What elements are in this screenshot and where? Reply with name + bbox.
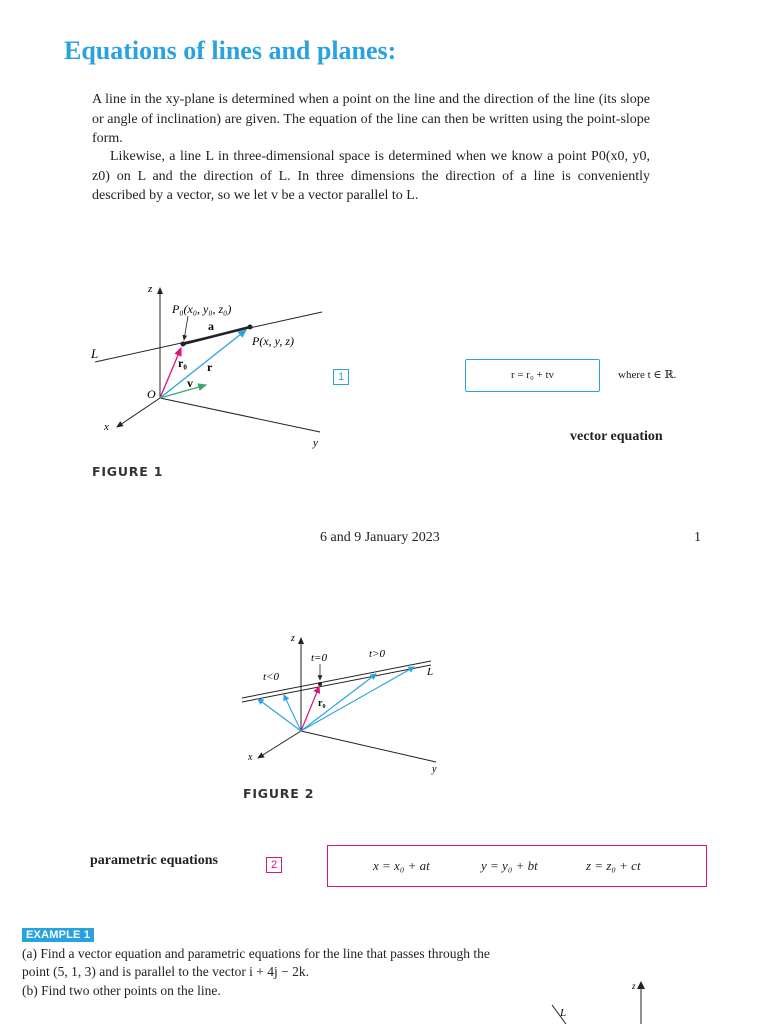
figure-3-partial-diagram bbox=[540, 975, 660, 1024]
fig1-p-label: P(x, y, z) bbox=[252, 334, 294, 348]
example-part-a-line1: (a) Find a vector equation and parametric equations for the line that passes through the bbox=[22, 946, 490, 961]
y-axis bbox=[160, 398, 320, 432]
fig2-point-r0 bbox=[318, 682, 322, 686]
parametric-eq-x: x = x₀ + at bbox=[373, 858, 430, 873]
x-axis bbox=[117, 398, 160, 427]
parametric-equations-caption: parametric equations bbox=[90, 853, 218, 868]
vector-equation-formula: r = r₀ + tv bbox=[510, 369, 555, 381]
footer-date: 6 and 9 January 2023 bbox=[320, 530, 440, 545]
figure-1-caption: FIGURE 1 bbox=[92, 464, 164, 479]
fig3-z-label: z bbox=[632, 981, 636, 991]
equation-1-number: 1 bbox=[333, 369, 349, 385]
equation-2-number: 2 bbox=[266, 857, 282, 873]
fig2-x-label: x bbox=[248, 752, 253, 763]
figure-2-diagram bbox=[236, 630, 456, 780]
fig1-r-label: r bbox=[207, 360, 213, 374]
example-part-b: (b) Find two other points on the line. bbox=[22, 983, 221, 998]
fig1-origin-label: O bbox=[147, 387, 156, 401]
fig2-tpos-label: t>0 bbox=[369, 648, 385, 660]
fig2-r0-label: r₀ bbox=[318, 698, 326, 709]
fig1-r0-label: r₀ bbox=[178, 356, 187, 370]
fig2-tneg-label: t<0 bbox=[263, 671, 279, 683]
parametric-eq-z: z = z₀ + ct bbox=[586, 858, 641, 873]
fig1-x-label: x bbox=[104, 421, 109, 433]
figure-1-diagram bbox=[80, 270, 340, 455]
fig1-line-label: L bbox=[91, 346, 99, 361]
fig3-line-label: L bbox=[560, 1007, 567, 1019]
point-p0 bbox=[181, 342, 186, 347]
fig2-vector-neg1 bbox=[258, 699, 301, 731]
fig1-a-label: a bbox=[208, 319, 214, 333]
line-definition-paragraph: Likewise, a line L in three-dimensional space is determined when we know a point P0(x0, y0, z0) on L and the direction of L. In three dimensions the direction of a line is conveniently described by a vector, so we let v be a vector parallel to L. bbox=[92, 149, 650, 203]
example-badge: EXAMPLE 1 bbox=[22, 928, 94, 942]
example-part-a-line2: point (5, 1, 3) and is parallel to the vector i + 4j − 2k. bbox=[22, 964, 310, 979]
fig2-x-axis bbox=[258, 731, 301, 758]
vector-v bbox=[160, 385, 206, 398]
fig2-t0-label: t=0 bbox=[311, 652, 327, 664]
fig2-vector-neg2 bbox=[284, 695, 301, 731]
vector-equation-box bbox=[465, 359, 600, 392]
point-p bbox=[248, 325, 253, 330]
intro-paragraph: A line in the xy-plane is determined when a point on the line and the direction of the line (its slope or angle of inclination) are given. The equation of the line can then be written using the point-slope form. bbox=[92, 92, 650, 146]
fig2-line-label: L bbox=[427, 666, 434, 678]
fig1-y-label: y bbox=[313, 437, 318, 449]
page-number: 1 bbox=[694, 530, 701, 545]
fig2-y-label: y bbox=[432, 764, 437, 775]
parametric-equations-box bbox=[327, 845, 707, 887]
fig2-z-label: z bbox=[291, 633, 295, 644]
fig1-v-label: v bbox=[187, 376, 193, 390]
fig1-p0-label: P₀(x₀, y₀, z₀) bbox=[172, 302, 232, 316]
parametric-eq-y: y = y₀ + bt bbox=[481, 858, 538, 873]
page-title: Equations of lines and planes: bbox=[64, 36, 397, 65]
fig1-z-label: z bbox=[148, 283, 153, 295]
vector-equation-condition: where t ∈ ℝ. bbox=[618, 369, 677, 381]
figure-2-caption: FIGURE 2 bbox=[243, 786, 315, 801]
p0-pointer bbox=[184, 316, 188, 340]
vector-equation-caption: vector equation bbox=[570, 429, 663, 444]
fig2-y-axis bbox=[301, 731, 436, 762]
